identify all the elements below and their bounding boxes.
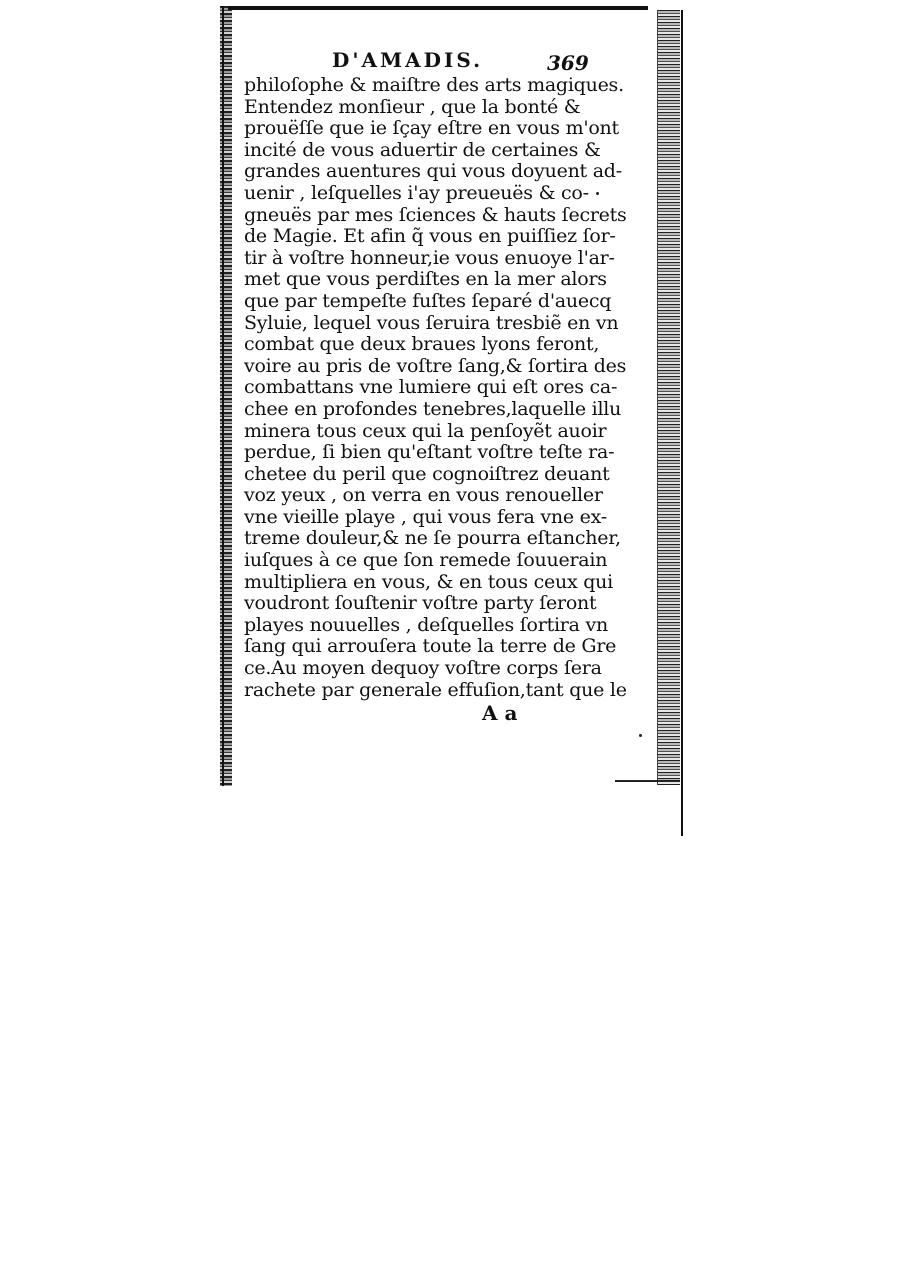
text-line: voz yeux , on verra en vous renoueller xyxy=(244,484,603,507)
text-line: met que vous perdiſtes en la mer alors xyxy=(244,268,607,291)
right-edge-rule xyxy=(681,10,683,836)
text-line: vne vieille playe , qui vous fera vne ex- xyxy=(244,505,607,528)
right-page-gutter xyxy=(657,10,680,785)
text-line: perdue, ſi bien qu'eſtant voſtre teſte ra- xyxy=(244,441,615,464)
text-line: de Magie. Et afin q̃ vous en puiſſiez ſor- xyxy=(244,225,616,248)
text-line: chetee du peril que cognoiſtrez deuant xyxy=(244,462,610,485)
body-text xyxy=(244,74,627,701)
text-line: voire au pris de voſtre ſang,& ſortira des xyxy=(244,354,627,377)
text-line: treme douleur,& ne ſe pourra eſtancher, xyxy=(244,527,621,550)
scan-speck xyxy=(596,192,599,195)
text-line: prouëſſe que ie ſçay eſtre en vous m'ont xyxy=(244,117,619,140)
text-line: Syluie, lequel vous ſeruira tresbiẽ en vn xyxy=(244,311,619,334)
text-line: playes nouuelles , deſquelles ſortira vn xyxy=(244,613,608,636)
page-number: 369 xyxy=(547,51,589,75)
text-line: voudront ſouſtenir voſtre party ſeront xyxy=(244,592,597,615)
text-line: combat que deux braues lyons feront, xyxy=(244,333,600,356)
text-line: combattans vne lumiere qui eſt ores ca- xyxy=(244,376,618,399)
text-line: uenir , leſquelles i'ay preueuës & co- xyxy=(244,181,589,204)
text-line: ce.Au moyen dequoy voſtre corps ſera xyxy=(244,657,602,680)
text-line: gneuës par mes ſciences & hauts ſecrets xyxy=(244,203,627,226)
text-line: minera tous ceux qui la penſoyẽt auoir xyxy=(244,419,607,442)
scan-speck xyxy=(639,734,642,737)
catchword: A a xyxy=(482,701,518,725)
running-head: D'AMADIS. xyxy=(332,48,484,72)
text-line: grandes auentures qui vous doyuent ad- xyxy=(244,160,622,183)
text-line: philoſophe & maiſtre des arts magiques. xyxy=(244,74,624,96)
text-line: rachete par generale effuſion,tant que le xyxy=(244,678,627,701)
text-line: que par tempeſte fuſtes ſeparé d'auecq xyxy=(244,289,612,312)
left-edge-rule xyxy=(222,6,224,786)
scanned-book-page xyxy=(220,6,685,836)
text-line: Entendez monſieur , que la bonté & xyxy=(244,95,581,118)
text-line: chee en profondes tenebres,laquelle illu xyxy=(244,397,622,420)
text-line: multipliera en vous, & en tous ceux qui xyxy=(244,570,613,593)
text-line: incité de vous aduertir de certaines & xyxy=(244,138,601,161)
text-line: ſang qui arrouſera toute la terre de Gre xyxy=(244,635,617,658)
text-line: tir à voſtre honneur,ie vous enuoye l'ar- xyxy=(244,246,615,269)
top-edge-rule xyxy=(228,6,648,10)
text-line: iuſques à ce que ſon remede ſouuerain xyxy=(244,549,608,572)
bottom-edge-rule xyxy=(615,780,680,782)
